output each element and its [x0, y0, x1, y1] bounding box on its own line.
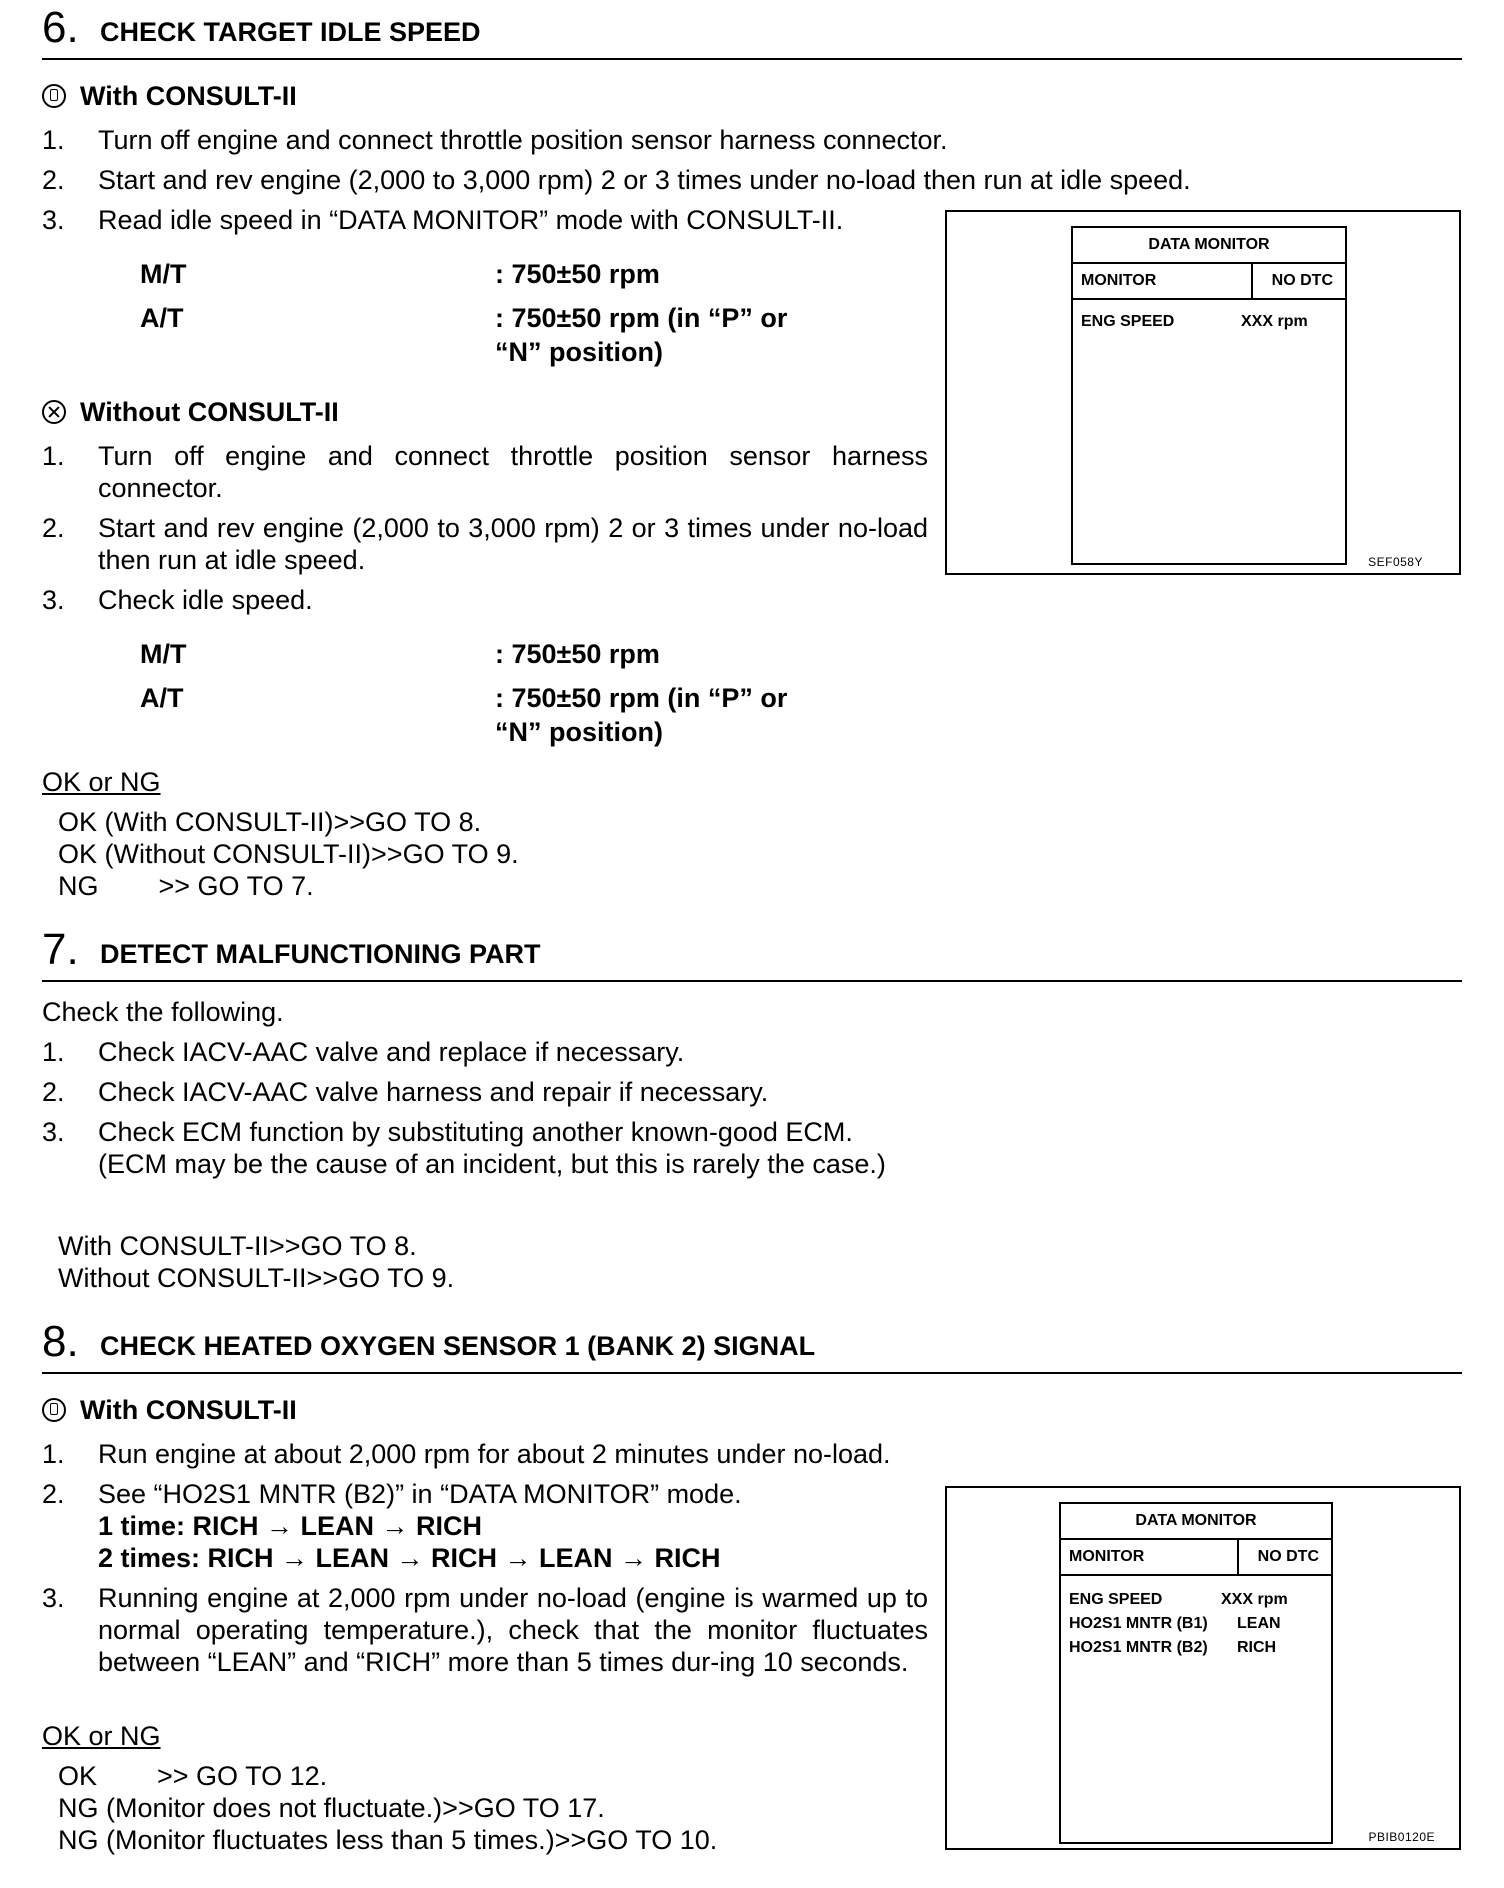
list-item-text: Run engine at about 2,000 rpm for about 2 minutes under no-load. [98, 1439, 891, 1469]
list-item: 3. [42, 205, 65, 235]
section-title: CHECK TARGET IDLE SPEED [100, 17, 481, 47]
section-number: 8. [42, 1317, 79, 1366]
spec-label-mt: M/T [140, 259, 187, 289]
monitor-item-name: HO2S1 MNTR (B2) [1069, 1639, 1208, 1656]
ok-ng-heading: OK or NG [42, 767, 161, 797]
result-line: With CONSULT-II>>GO TO 8. [58, 1231, 417, 1261]
consult-tool-icon [42, 84, 66, 108]
fluctuation-pattern-2: 2 times: RICH → LEAN → RICH → LEAN → RICH [98, 1543, 721, 1573]
list-item-text: Start and rev engine (2,000 to 3,000 rpm) 2 or 3 times under no-load then run at idle speed. [98, 513, 928, 575]
monitor-item-value: XXX rpm [1221, 1591, 1288, 1608]
consult-screen [1071, 226, 1347, 565]
figure-code: SEF058Y [1368, 555, 1423, 569]
result-line: OK (Without CONSULT-II)>>GO TO 9. [58, 839, 519, 869]
list-item-text: Read idle speed in “DATA MONITOR” mode with CONSULT-II. [98, 205, 844, 235]
intro-text: Check the following. [42, 997, 284, 1027]
section-title: DETECT MALFUNCTIONING PART [100, 939, 541, 969]
no-tool-icon [42, 400, 66, 424]
monitor-item-value: XXX rpm [1241, 313, 1308, 330]
list-item-note: (ECM may be the cause of an incident, but this is rarely the case.) [98, 1149, 886, 1179]
spec-value-mt: : 750±50 rpm [495, 639, 660, 669]
screen-header: DATA MONITOR [1061, 1504, 1331, 1540]
spec-value-mt: : 750±50 rpm [495, 259, 660, 289]
monitor-item-name: ENG SPEED [1069, 1591, 1163, 1608]
without-consult-heading: Without CONSULT-II [42, 396, 339, 428]
result-line: NG >> GO TO 7. [58, 871, 314, 901]
result-line: NG (Monitor fluctuates less than 5 times.)>>GO TO 10. [58, 1825, 718, 1855]
list-item: 1. [42, 1037, 65, 1067]
fluctuation-pattern-1: 1 time: RICH → LEAN → RICH [98, 1511, 483, 1541]
monitor-label: MONITOR [1069, 1548, 1145, 1565]
result-line: NG (Monitor does not fluctuate.)>>GO TO 17. [58, 1793, 605, 1823]
consult-screen [1059, 1502, 1333, 1844]
spec-value-at-cont: “N” position) [495, 717, 663, 747]
list-item: 1. [42, 125, 65, 155]
result-line: OK (With CONSULT-II)>>GO TO 8. [58, 807, 482, 837]
no-dtc-label: NO DTC [1271, 272, 1333, 289]
list-item-text: Check IACV-AAC valve and replace if necessary. [98, 1037, 685, 1067]
list-item-text: Check ECM function by substituting another known-good ECM. [98, 1117, 853, 1147]
list-item: 1. [42, 1439, 65, 1469]
list-item-text: Running engine at 2,000 rpm under no-load (engine is warmed up to normal operating temperature.), check that the monitor fluctuates between “LEAN” and “RICH” more than 5 times dur-ing 10 seconds. [98, 1583, 928, 1677]
list-item-text: Turn off engine and connect throttle position sensor harness connector. [98, 125, 948, 155]
list-item: 2. [42, 1479, 65, 1509]
section-6-header [42, 0, 1462, 60]
consult-tool-icon [42, 1398, 66, 1422]
spec-value-at: : 750±50 rpm (in “P” or [495, 683, 788, 713]
monitor-item-name: HO2S1 MNTR (B1) [1069, 1615, 1208, 1632]
result-line: OK >> GO TO 12. [58, 1761, 328, 1791]
monitor-item-name: ENG SPEED [1081, 313, 1175, 330]
list-item: 2. [42, 513, 65, 543]
screen-header: DATA MONITOR [1073, 228, 1345, 264]
figure-code: PBIB0120E [1368, 1830, 1435, 1844]
with-consult-heading: With CONSULT-II [42, 1394, 297, 1426]
list-item: 2. [42, 1077, 65, 1107]
spec-label-mt: M/T [140, 639, 187, 669]
list-item: 2. [42, 165, 65, 195]
section-title: CHECK HEATED OXYGEN SENSOR 1 (BANK 2) SIGNAL [100, 1331, 816, 1361]
list-item-text: Check idle speed. [98, 585, 313, 615]
list-item-text: Check IACV-AAC valve harness and repair if necessary. [98, 1077, 769, 1107]
screen-monitor-row [1073, 264, 1345, 300]
list-item: 3. [42, 1583, 65, 1613]
section-7-header [42, 922, 1462, 982]
data-monitor-figure [945, 1486, 1461, 1850]
list-item: 1. [42, 441, 65, 471]
monitor-label: MONITOR [1081, 272, 1157, 289]
list-item: 3. [42, 585, 65, 615]
section-number: 6. [42, 3, 79, 52]
spec-label-at: A/T [140, 303, 184, 333]
with-consult-heading: With CONSULT-II [42, 80, 297, 112]
list-item-text: Turn off engine and connect throttle position sensor harness connector. [98, 441, 928, 503]
list-item-text: See “HO2S1 MNTR (B2)” in “DATA MONITOR” mode. [98, 1479, 742, 1509]
monitor-item-value: LEAN [1237, 1615, 1281, 1632]
result-line: Without CONSULT-II>>GO TO 9. [58, 1263, 455, 1293]
no-dtc-label: NO DTC [1257, 1548, 1319, 1565]
screen-monitor-row [1061, 1540, 1331, 1576]
list-item: 3. [42, 1117, 65, 1147]
data-monitor-figure [945, 210, 1461, 575]
list-item-text: Start and rev engine (2,000 to 3,000 rpm) 2 or 3 times under no-load then run at idle speed. [98, 165, 1191, 195]
spec-label-at: A/T [140, 683, 184, 713]
monitor-item-value: RICH [1237, 1639, 1277, 1656]
section-8-header [42, 1314, 1462, 1374]
spec-value-at-cont: “N” position) [495, 337, 663, 367]
spec-value-at: : 750±50 rpm (in “P” or [495, 303, 788, 333]
section-number: 7. [42, 925, 79, 974]
ok-ng-heading: OK or NG [42, 1721, 161, 1751]
